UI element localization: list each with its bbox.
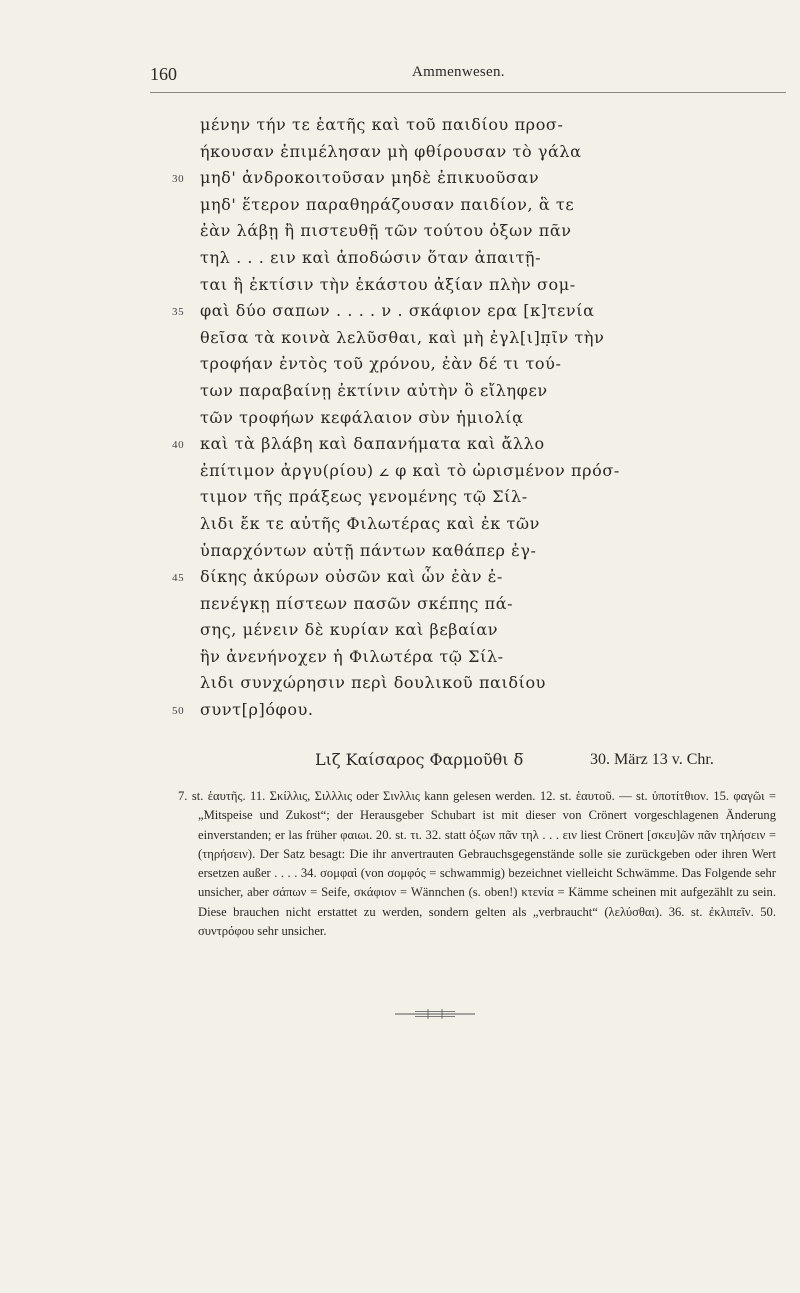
ornament-divider: [390, 1008, 480, 1020]
line-text: ήκουσαν ἐπιμέλησαν μὴ φθίρουσαν τὸ γάλα: [200, 141, 582, 161]
line-text: ται ἢ ἐκτίσιν τὴν ἑκάστου ἀξίαν πλὴν σομ-: [200, 274, 576, 294]
page-header: [150, 64, 670, 86]
line-text: μηδ' ἕτερον παραθηράζουσαν παιδίον, ἃ τε: [200, 194, 575, 214]
line-text: τροφήαν ἐντὸς τοῦ χρόνου, ἐὰν δέ τι τού-: [200, 354, 562, 374]
papyrus-line: [200, 351, 760, 378]
footnotes: [178, 787, 776, 941]
papyrus-text: [172, 112, 760, 724]
line-text: θεῖσα τὰ κοινὰ λελῦσθαι, καὶ μὴ ἐγλ[ι]π̣ῖν τὴν: [200, 327, 605, 347]
papyrus-line: [172, 165, 760, 192]
line-text: δίκης ἀκύρων οὐσῶν καὶ ὧν ἐὰν ἐ-: [200, 567, 503, 587]
papyrus-line: [200, 112, 760, 139]
papyrus-line: [200, 245, 760, 272]
papyrus-line: [200, 272, 760, 299]
line-text: πενέγκῃ πίστεων πασῶν σκέπης πά-: [200, 593, 514, 613]
line-text: μένην τήν τε ἑατῆς καὶ τοῦ παιδίου προσ-: [200, 115, 564, 134]
papyrus-line: [200, 591, 760, 618]
line-number: 50: [172, 705, 185, 718]
papyrus-line: [172, 298, 760, 325]
line-number: 45: [172, 572, 185, 585]
line-text: συντ[ρ]όφου.: [200, 700, 314, 720]
papyrus-line: [200, 538, 760, 565]
date-greek: Lιζ Καίσαρος Φαρμοῦθι δ̅: [315, 750, 524, 769]
line-text: τιμον τῆς πράξεως γενομένης τῷ Σίλ-: [200, 487, 528, 507]
line-text: ἐπίτιμον ἀργυ(ρίου) 𐅵 φ καὶ τὸ ὡρισμένον πρόσ-: [200, 460, 620, 480]
line-text: καὶ τὰ βλάβη καὶ δαπανήματα καὶ ἄλλο: [200, 434, 545, 454]
papyrus-line: [200, 458, 760, 485]
line-number: 30: [172, 173, 185, 186]
papyrus-line: [200, 670, 760, 697]
line-text: σης, μένειν δὲ κυρίαν καὶ βεβαίαν: [200, 620, 499, 640]
header-rule: [150, 92, 786, 93]
line-text: ἐὰν λάβῃ ἢ πιστευθῇ τῶν τούτου ὀξων πᾶν: [200, 221, 572, 241]
papyrus-line: [200, 644, 760, 671]
footnote-text: 7. st. ἑαυτῆς. 11. Σκίλλις, Σιλλλις oder Σινλλις kann gelesen werden. 12. st. ἑαυτοῦ. — st. ὑποτίτθιον. 15. φαγῶι = „Mitspeise und Zukost“; der Herausgeber Schubart ist mit dieser von Crönert vorgeschlagenen Änderung einverstanden; er las früher φαιωι. 20. st. τι. 32. statt ὀξων πᾶν τηλ . . . ειν liest Crönert [σκευ]ῶν πᾶν τηλήσειν = (τηρήσειν). Der Satz besagt: Die ihr anvertrauten Gebrauchsgegenstände solle sie zurückgeben oder ihren Wert ersetzen außer . . . . 34. σομφαὶ (von σομφός = schwammig) bezeichnet vielleicht Schwämme. Das Folgende sehr unsicher, aber σάπων = Seife, σκάφιον = Wännchen (s. oben!) κτενία = Kämme scheinen mit aufgezählt zu sein. Diese brauchen nicht erstattet zu werden, sondern gelten als „verbraucht“ (λελύσθαι). 36. st. ἐκλιπεῖν. 50. συντρόφου sehr unsicher.: [178, 789, 776, 939]
papyrus-line: [200, 218, 760, 245]
papyrus-line: [200, 378, 760, 405]
line-text: λιδι ἔκ τε αὐτῆς Φιλωτέρας καὶ ἐκ τῶν: [200, 513, 540, 533]
running-title: Ammenwesen.: [412, 64, 505, 80]
papyrus-line: [200, 405, 760, 432]
papyrus-line: [200, 325, 760, 352]
line-text: ὑπαρχόντων αὐτῇ πάντων καθάπερ ἐγ-: [200, 540, 537, 560]
date-german: 30. März 13 v. Chr.: [590, 751, 714, 768]
papyrus-line: [200, 484, 760, 511]
line-text: τηλ . . . ειν καὶ ἀποδώσιν ὅταν ἀπαιτῇ-: [200, 247, 542, 267]
line-number: 40: [172, 439, 185, 452]
papyrus-line: [200, 617, 760, 644]
line-text: ἣν ἀνενήνοχεν ἡ Φιλωτέρα τῷ Σίλ-: [200, 646, 504, 666]
papyrus-line: [200, 192, 760, 219]
page-number: 160: [150, 64, 177, 84]
papyrus-line: [172, 564, 760, 591]
papyrus-line: [200, 139, 760, 166]
line-text: μηδ' ἀνδροκοιτοῦσαν μηδὲ ἐπικυοῦσαν: [200, 168, 540, 188]
papyrus-line: [172, 697, 760, 724]
line-text: των παραβαίνῃ ἐκτίνιν αὐτὴν ὃ εἴληφεν: [200, 380, 548, 400]
line-number: 35: [172, 306, 185, 319]
papyrus-line: [200, 511, 760, 538]
line-text: τῶν τροφήων κεφάλαιον σὺν ἡμιολίᾳ: [200, 407, 524, 427]
papyrus-line: [172, 431, 760, 458]
line-text: λιδι συνχώρησιν περὶ δουλικοῦ παιδίου: [200, 673, 547, 693]
line-text: φαὶ δύο σαπων . . . . ν . σκάφιον ερα [κ]τενία: [200, 301, 595, 321]
